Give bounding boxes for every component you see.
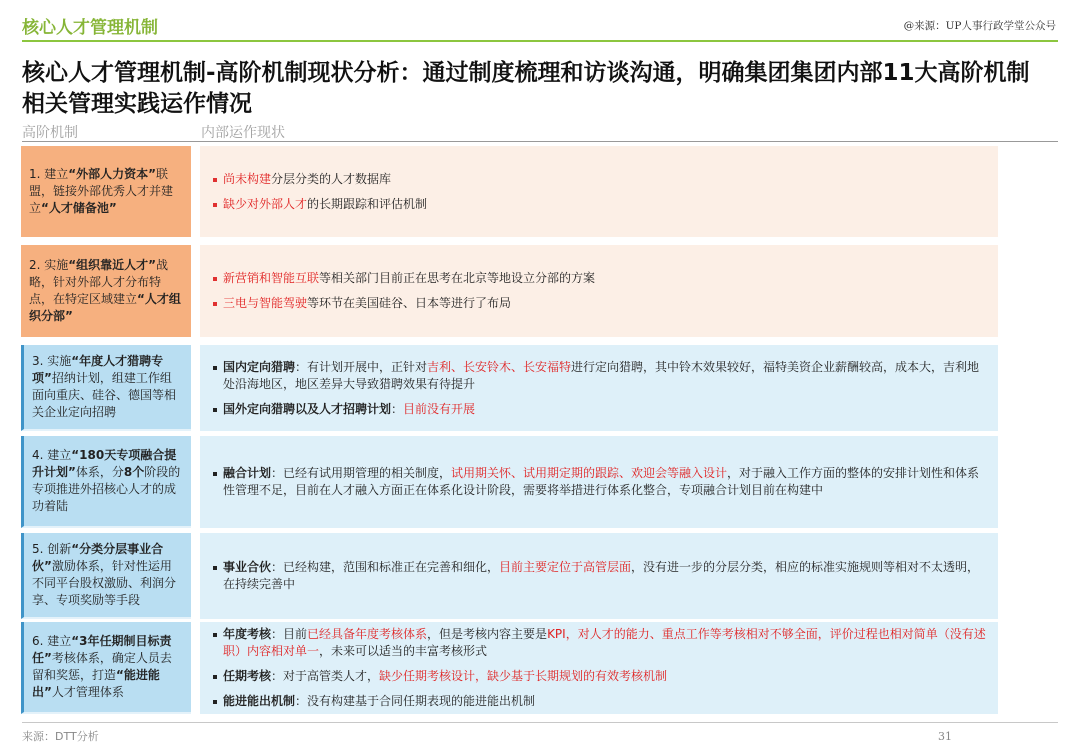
status-bullet: [212, 196, 986, 213]
mechanism-cell: [21, 146, 191, 237]
text-segment: 考核体系，确定人员去留和奖惩，打造: [32, 651, 172, 682]
text-segment: 进行定向猎聘，其中铃木效果较好，福特美资企业薪酬较高，成本大，吉利地处沿海地区，地区差异大导致猎聘效果有待提升: [223, 359, 980, 391]
mechanism-cell: [21, 533, 191, 619]
mechanism-cell: [21, 345, 191, 431]
bold-text: 融合计划: [223, 466, 272, 480]
text-segment: 体系，分: [75, 465, 124, 479]
highlight-text: 缺少对外部人才: [223, 196, 308, 211]
mechanism-text: [29, 166, 183, 217]
bold-text: “人才储备池”: [41, 201, 117, 215]
mechanism-row: [21, 622, 998, 714]
text-segment: ：已经构建，范围和标准正在完善和细化，: [271, 560, 500, 574]
text-segment: ，没有进一步的分层分类，相应的标准实施规则等相对不太透明，在持续完善中: [223, 560, 980, 591]
mechanism-cell: [21, 622, 191, 714]
status-cell: [200, 245, 998, 337]
bold-text: 任期考核: [223, 669, 272, 683]
text-segment: ：目前: [271, 627, 308, 641]
highlight-text: 尚未构建: [223, 171, 272, 186]
bold-text: “年度人才猎聘专项”: [32, 354, 164, 385]
text-segment: 4. 建立: [32, 448, 72, 462]
text-segment: 等相关部门目前正在思考在北京等地设立分部的方案: [319, 271, 596, 285]
bold-text: 国内定向猎聘: [223, 359, 296, 374]
mechanism-cell: [21, 245, 191, 337]
text-segment: 5. 创新: [32, 542, 72, 556]
bold-text: 国外定向猎聘以及人才招聘计划: [223, 401, 392, 416]
bold-text: “180天专项融合提升计划”: [32, 448, 177, 479]
text-segment: 的长期跟踪和评估机制: [307, 196, 428, 211]
text-segment: 1. 建立: [29, 167, 69, 181]
highlight-text: 目前主要定位于高管层面: [499, 560, 632, 574]
bold-text: 8个: [123, 465, 145, 479]
mechanism-row: [21, 345, 998, 431]
text-segment: 分层分类的人才数据库: [271, 171, 392, 186]
page-number: 31: [938, 730, 952, 743]
footer-divider: [22, 722, 1058, 723]
status-bullet: [212, 359, 986, 393]
page-title: 核心人才管理机制-高阶机制现状分析：通过制度梳理和访谈沟通，明确集团集团内部11大高阶机制相关管理实践运作情况: [22, 60, 1030, 117]
text-segment: 激励体系，针对性运用不同平台股权激励、利润分享、专项奖励等手段: [32, 559, 177, 607]
text-segment: ：已经有试用期管理的相关制度，: [271, 466, 452, 480]
text-segment: ，但是考核内容主要是: [427, 627, 548, 641]
highlight-text: 已经具备年度考核体系: [307, 627, 428, 641]
text-segment: ：: [391, 401, 404, 416]
mechanism-row: [21, 146, 998, 237]
mechanism-row: [21, 245, 998, 337]
mechanism-text: [32, 633, 183, 701]
status-cell: [200, 533, 998, 619]
column-header-mechanism: 高阶机制: [22, 125, 78, 141]
status-bullet: [212, 626, 986, 660]
text-segment: ，未来可以适当的丰富考核形式: [319, 644, 488, 658]
text-segment: ：有计划开展中，正针对: [295, 359, 428, 374]
mechanism-row: [21, 533, 998, 619]
footer-source: 来源：DTT分析: [22, 730, 99, 743]
bold-text: 事业合伙: [223, 560, 272, 574]
header-divider: [22, 40, 1058, 42]
mechanism-text: [32, 353, 183, 421]
highlight-text: 试用期关怀、试用期定期的跟踪、欢迎会等融入设计: [451, 466, 728, 480]
text-segment: ，对于融入工作方面的整体的安排计划性和体系性管理不足，目前在人才融入方面正在体系化设计阶段，需要将举措进行体系化整合，专项融合计划目前在构建中: [223, 466, 980, 497]
text-segment: 战略，针对外部人才分布特点，在特定区域建立: [29, 258, 169, 306]
bold-text: 能进能出机制: [223, 694, 296, 708]
status-cell: [200, 436, 998, 528]
status-bullet: [212, 270, 986, 287]
status-cell: [200, 622, 998, 714]
mechanism-cell: [21, 436, 191, 528]
status-bullet: [212, 295, 986, 312]
mechanism-text: [32, 447, 183, 515]
bold-text: “分类分层事业合伙”: [32, 542, 164, 573]
status-bullet: [212, 693, 986, 710]
status-bullet: [212, 465, 986, 499]
column-header-divider: [22, 141, 1058, 142]
highlight-text: 目前没有开展: [403, 401, 476, 416]
text-segment: 2. 实施: [29, 258, 69, 272]
bold-text: 年度考核: [223, 627, 272, 641]
text-segment: 6. 建立: [32, 634, 72, 648]
text-segment: ：对于高管类人才，: [271, 669, 380, 683]
text-segment: ：没有构建基于合同任期表现的能进能出机制: [295, 694, 536, 708]
mechanism-text: [32, 541, 183, 609]
source-credit: @来源：UP人事行政学堂公众号: [903, 20, 1056, 32]
text-segment: 等环节在美国硅谷、日本等进行了布局: [307, 296, 512, 310]
mechanism-text: [29, 257, 183, 325]
status-cell: [200, 345, 998, 431]
status-bullet: [212, 559, 986, 593]
status-bullet: [212, 171, 986, 188]
text-segment: 人才管理体系: [51, 685, 124, 699]
highlight-text: 三电与智能驾驶: [223, 296, 308, 310]
bold-text: “能进能出”: [32, 668, 160, 699]
highlight-text: KPI，对人才的能力、重点工作等考核相对不够全面，评价过程也相对简单（没有述职）内容相对单一: [223, 627, 986, 658]
section-title: 核心人才管理机制: [22, 18, 158, 38]
bold-text: “人才组织分部”: [29, 292, 181, 323]
column-header-status: 内部运作现状: [201, 125, 285, 141]
bold-text: “组织靠近人才”: [68, 258, 157, 272]
status-bullet: [212, 401, 986, 418]
text-segment: 阶段的专项推进外招核心人才的成功着陆: [32, 465, 181, 513]
status-bullet: [212, 668, 986, 685]
highlight-text: 吉利、长安铃木、长安福特: [427, 359, 572, 374]
highlight-text: 缺少任期考核设计，缺少基于长期规划的有效考核机制: [379, 669, 668, 683]
text-segment: 招纳计划，组建工作组面向重庆、硅谷、德国等相关企业定向招聘: [32, 371, 177, 419]
mechanism-row: [21, 436, 998, 528]
text-segment: 联盟，链接外部优秀人才并建立: [29, 167, 174, 215]
text-segment: 3. 实施: [32, 354, 72, 368]
bold-text: “外部人力资本”: [68, 167, 157, 181]
status-cell: [200, 146, 998, 237]
highlight-text: 新营销和智能互联: [223, 271, 320, 285]
bold-text: “3年任期制目标责任”: [32, 634, 172, 665]
